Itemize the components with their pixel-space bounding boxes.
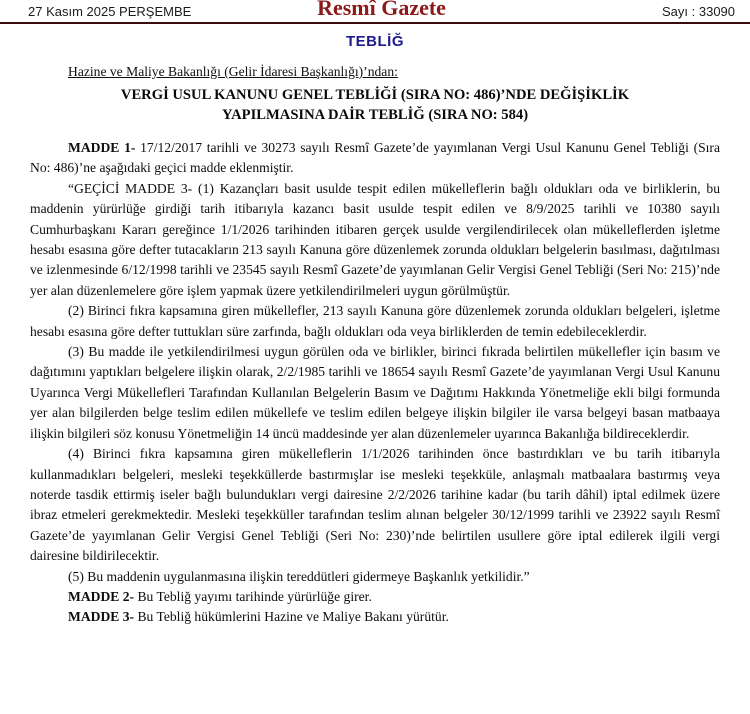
gazette-header <box>0 0 750 22</box>
gazette-date: 27 Kasım 2025 PERŞEMBE <box>28 4 192 19</box>
document-title-line2: YAPILMASINA DAİR TEBLİĞ (SIRA NO: 584) <box>221 107 529 123</box>
body-paragraph: MADDE 3- Bu Tebliğ hükümlerini Hazine ve Maliye Bakanı yürütür. <box>68 609 449 625</box>
header-divider <box>0 22 750 24</box>
document-title <box>30 85 720 125</box>
document-title-line1: VERGİ USUL KANUNU GENEL TEBLİĞİ (SIRA NO: 486)’NDE DEĞİŞİKLİK <box>120 87 630 103</box>
body-paragraph: “GEÇİCİ MADDE 3- (1) Kazançları basit usulde tespit edilen mükelleflerin bağlı oldukları oda ve birliklerin, bu maddenin yürürlüğe girdiği tarih itibarıyla kazancı basit usulde tespit edilen ve 8/9/2025 tarihli ve 10380 sayılı Cumhurbaşkanı Kararı gereğince 1/1/2026 tarihinden itibaren gerçek usulde vergilendirilecek olan mükelleflerden işletme hesabı esasına göre defter tutacakların 213 sayılı Kanuna göre düzenlemek zorunda oldukları belgelerin basılması, dağıtılması ve izlenmesinde 6/12/1998 tarihli ve 23545 sayılı Resmî Gazete’de yayımlanan Gelir Vergisi Genel Tebliği (Seri No: 215)’nde yer alan düzenlemelere göre işlem yapmak üzere yetkilendirilmeleri uygun görülmüştür. <box>30 180 720 298</box>
body-paragraph: MADDE 2- Bu Tebliğ yayımı tarihinde yürürlüğe girer. <box>68 588 372 604</box>
gazette-issue-number: Sayı : 33090 <box>662 4 736 19</box>
body-paragraph: (3) Bu madde ile yetkilendirilmesi uygun görülen oda ve birlikler, birinci fıkrada belirtilen mükellefler için basım ve dağıtımını yaptıkları belgelere ilişkin olarak, 2/2/1985 tarihli ve 18654 sayılı Resmî Gazete’de yayımlanan Vergi Usul Kanunu Uyarınca Vergi Mükellefleri Tarafından Kullanılan Belgelerin Basım ve Dağıtımı Hakkında Yönetmeliğe ekli bilgi formunda yer alan bilgilerden belge teslim edilen mükellefe ve teslim edilen belgeye ilişkin bilgiler ile varsa belgeyi basan matbaaya ilişkin bilgileri söz konusu Yönetmeliğin 14 üncü maddesinde yer alan düzenlemeler uyarınca Bakanlığa bildireceklerdir. <box>30 344 720 441</box>
gazette-masthead: Resmî Gazete <box>317 0 446 20</box>
section-title: TEBLİĞ <box>346 33 404 50</box>
body-paragraph: (2) Birinci fıkra kapsamına giren mükellefler, 213 sayılı Kanuna göre düzenlemek zorunda oldukları belgeleri, işletme hesabı esasına göre defter tuttukları süre zarfında, bağlı oldukları oda veya birliklerden de temin edebileceklerdir. <box>30 303 720 339</box>
body-paragraph: MADDE 1- 17/12/2017 tarihli ve 30273 sayılı Resmî Gazete’de yayımlanan Vergi Usul Kanunu Genel Tebliği (Sıra No: 486)’ne aşağıdaki geçici madde eklenmiştir. <box>30 140 720 176</box>
document-content <box>30 64 720 628</box>
body-paragraph: (5) Bu maddenin uygulanmasına ilişkin tereddütleri gidermeye Başkanlık yetkilidir.” <box>68 568 530 584</box>
body-paragraphs <box>30 138 720 628</box>
issuing-authority-line: Hazine ve Maliye Bakanlığı (Gelir İdaresi Başkanlığı)’ndan: <box>68 64 398 79</box>
body-paragraph: (4) Birinci fıkra kapsamına giren mükelleflerin 1/1/2026 tarihinden önce bastırdıkları ve bu tarih itibarıyla kullanmadıkları belgeleri, mesleki teşekküllerde bastırmışlar ise mesleki teşekküle, anlaşmalı matbaalara bastırmış veya noterde tasdik ettirmiş iseler bağlı bulundukları vergi dairesine 2/2/2026 tarihine kadar (bu tarih dâhil) iptal edilmek üzere ibraz etmeleri gerekmektedir. Mesleki teşekküller tarafından teslim alınan belgeler 30/12/1999 tarihli ve 23922 sayılı Resmî Gazete’de yayımlanan Gelir Vergisi Genel Tebliği (Seri No: 230)’nde belirtilen usullere göre iptal edilerek ilgili vergi dairesine bildirilecektir. <box>30 446 720 564</box>
